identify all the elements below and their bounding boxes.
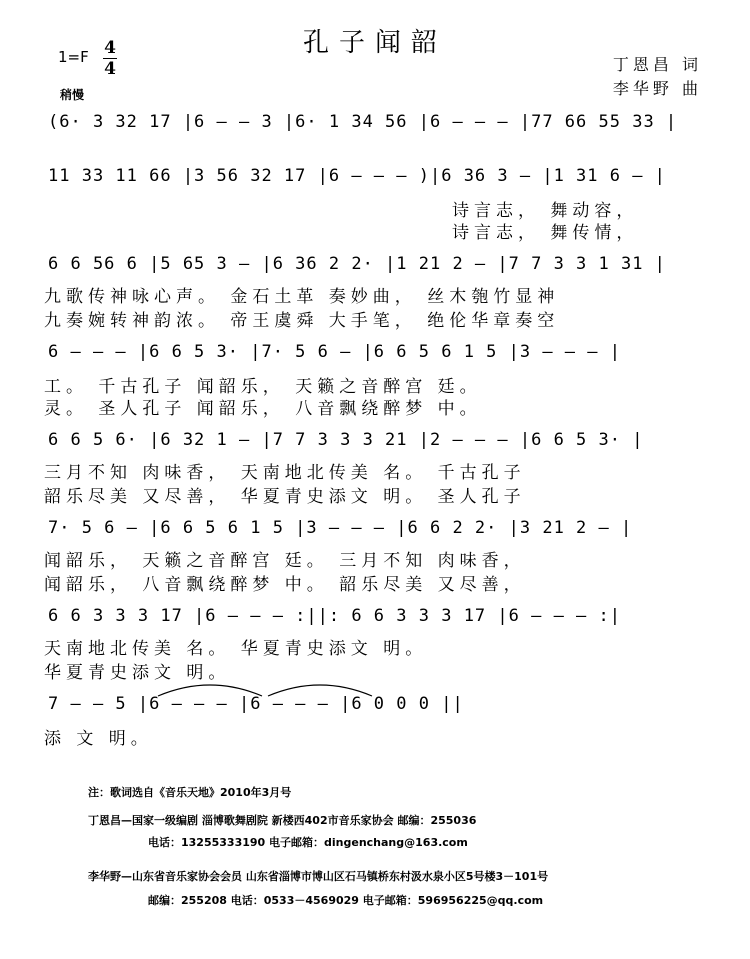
- score-row-4-notes: 6 — — — |6 6 5 3· |7· 5 6 — |6 6 5 6 1 5 |3 — — — |: [48, 342, 621, 362]
- score-row-7-lyric-2: 华夏青史添文 明。: [44, 663, 231, 683]
- score-row-6-lyric-2: 闻韶乐， 八音飘绕醉梦 中。 韶乐尽美 又尽善，: [44, 575, 526, 595]
- score-row-5-lyric-1: 三月不知 肉味香， 天南地北传美 名。 千古孔子: [44, 463, 526, 483]
- score-row-4-lyric-2: 灵。 圣人孔子 闻韶乐， 八音飘绕醉梦 中。: [44, 399, 482, 419]
- source-note: 注：歌词选自《音乐天地》2010年3月号: [88, 786, 292, 799]
- score-row-6-notes: 7· 5 6 — |6 6 5 6 1 5 |3 — — — |6 6 2 2· |3 21 2 — |: [48, 518, 633, 538]
- score-row-6-lyric-1: 闻韶乐， 天籁之音醉宫 廷。 三月不知 肉味香，: [44, 551, 526, 571]
- time-top: 4: [104, 38, 116, 58]
- song-title: 孔子闻韶: [302, 28, 447, 58]
- score-row-5-notes: 6 6 5 6· |6 32 1 — |7 7 3 3 3 21 |2 — — — |6 6 5 3· |: [48, 430, 644, 450]
- score-row-7-notes: 6 6 3 3 3 17 |6 — — — :||: 6 6 3 3 3 17 |6 — — — :|: [48, 606, 621, 626]
- tempo-marking: 稍慢: [60, 88, 85, 102]
- score-row-7-lyric-1: 天南地北传美 名。 华夏青史添文 明。: [44, 639, 428, 659]
- score-row-4-lyric-1: 工。 千古孔子 闻韶乐， 天籁之音醉宫 廷。: [44, 377, 482, 397]
- score-row-8-notes: 7 — — 5 |6 — — — |6 — — — |6 0 0 0 ||: [48, 694, 464, 714]
- score-row-3-notes: 6 6 56 6 |5 65 3 — |6 36 2 2· |1 21 2 — |7 7 3 3 1 31 |: [48, 254, 666, 274]
- score-row-2-notes: 11 33 11 66 |3 56 32 17 |6 — — — )|6 36 3 — |1 31 6 — |: [48, 166, 666, 186]
- score-row-1-notes: (6· 3 32 17 |6 — — 3 |6· 1 34 56 |6 — — — |77 66 55 33 |: [48, 112, 678, 132]
- score-row-3-lyric-1: 九歌传神咏心声。 金石土革 奏妙曲， 丝木匏竹显神: [44, 287, 560, 307]
- lyricist-info: 丁恩昌—国家一级编剧 淄博歌舞剧院 新楼西402市音乐家协会 邮编：255036: [88, 814, 477, 827]
- score-row-2-lyric-1: 诗言志， 舞动容，: [452, 201, 639, 221]
- key-signature: 1=F: [58, 48, 89, 66]
- score-row-8-lyric-1: 添 文 明。: [44, 729, 153, 749]
- lyricist-contact: 电话：13255333190 电子邮箱：dingenchang@163.com: [148, 836, 468, 849]
- score-row-3-lyric-2: 九奏婉转神韵浓。 帝王虞舜 大手笔， 绝伦华章奏空: [44, 311, 560, 331]
- time-bottom: 4: [104, 59, 116, 79]
- score-row-5-lyric-2: 韶乐尽美 又尽善， 华夏青史添文 明。 圣人孔子: [44, 487, 526, 507]
- tie-arcs: [150, 676, 390, 700]
- score-row-2-lyric-2: 诗言志， 舞传情，: [452, 223, 639, 243]
- time-signature: [103, 38, 117, 79]
- lyricist-credit: 丁恩昌 词: [612, 55, 702, 74]
- composer-contact: 邮编：255208 电话：0533－4569029 电子邮箱：596956225@qq.com: [148, 894, 544, 907]
- tie-arc-1: [158, 685, 262, 696]
- tie-arc-2: [268, 685, 372, 696]
- composer-credit: 李华野 曲: [612, 79, 702, 98]
- composer-info: 李华野—山东省音乐家协会会员 山东省淄博市博山区石马镇桥东村汲水泉小区5号楼3－101号: [88, 870, 549, 883]
